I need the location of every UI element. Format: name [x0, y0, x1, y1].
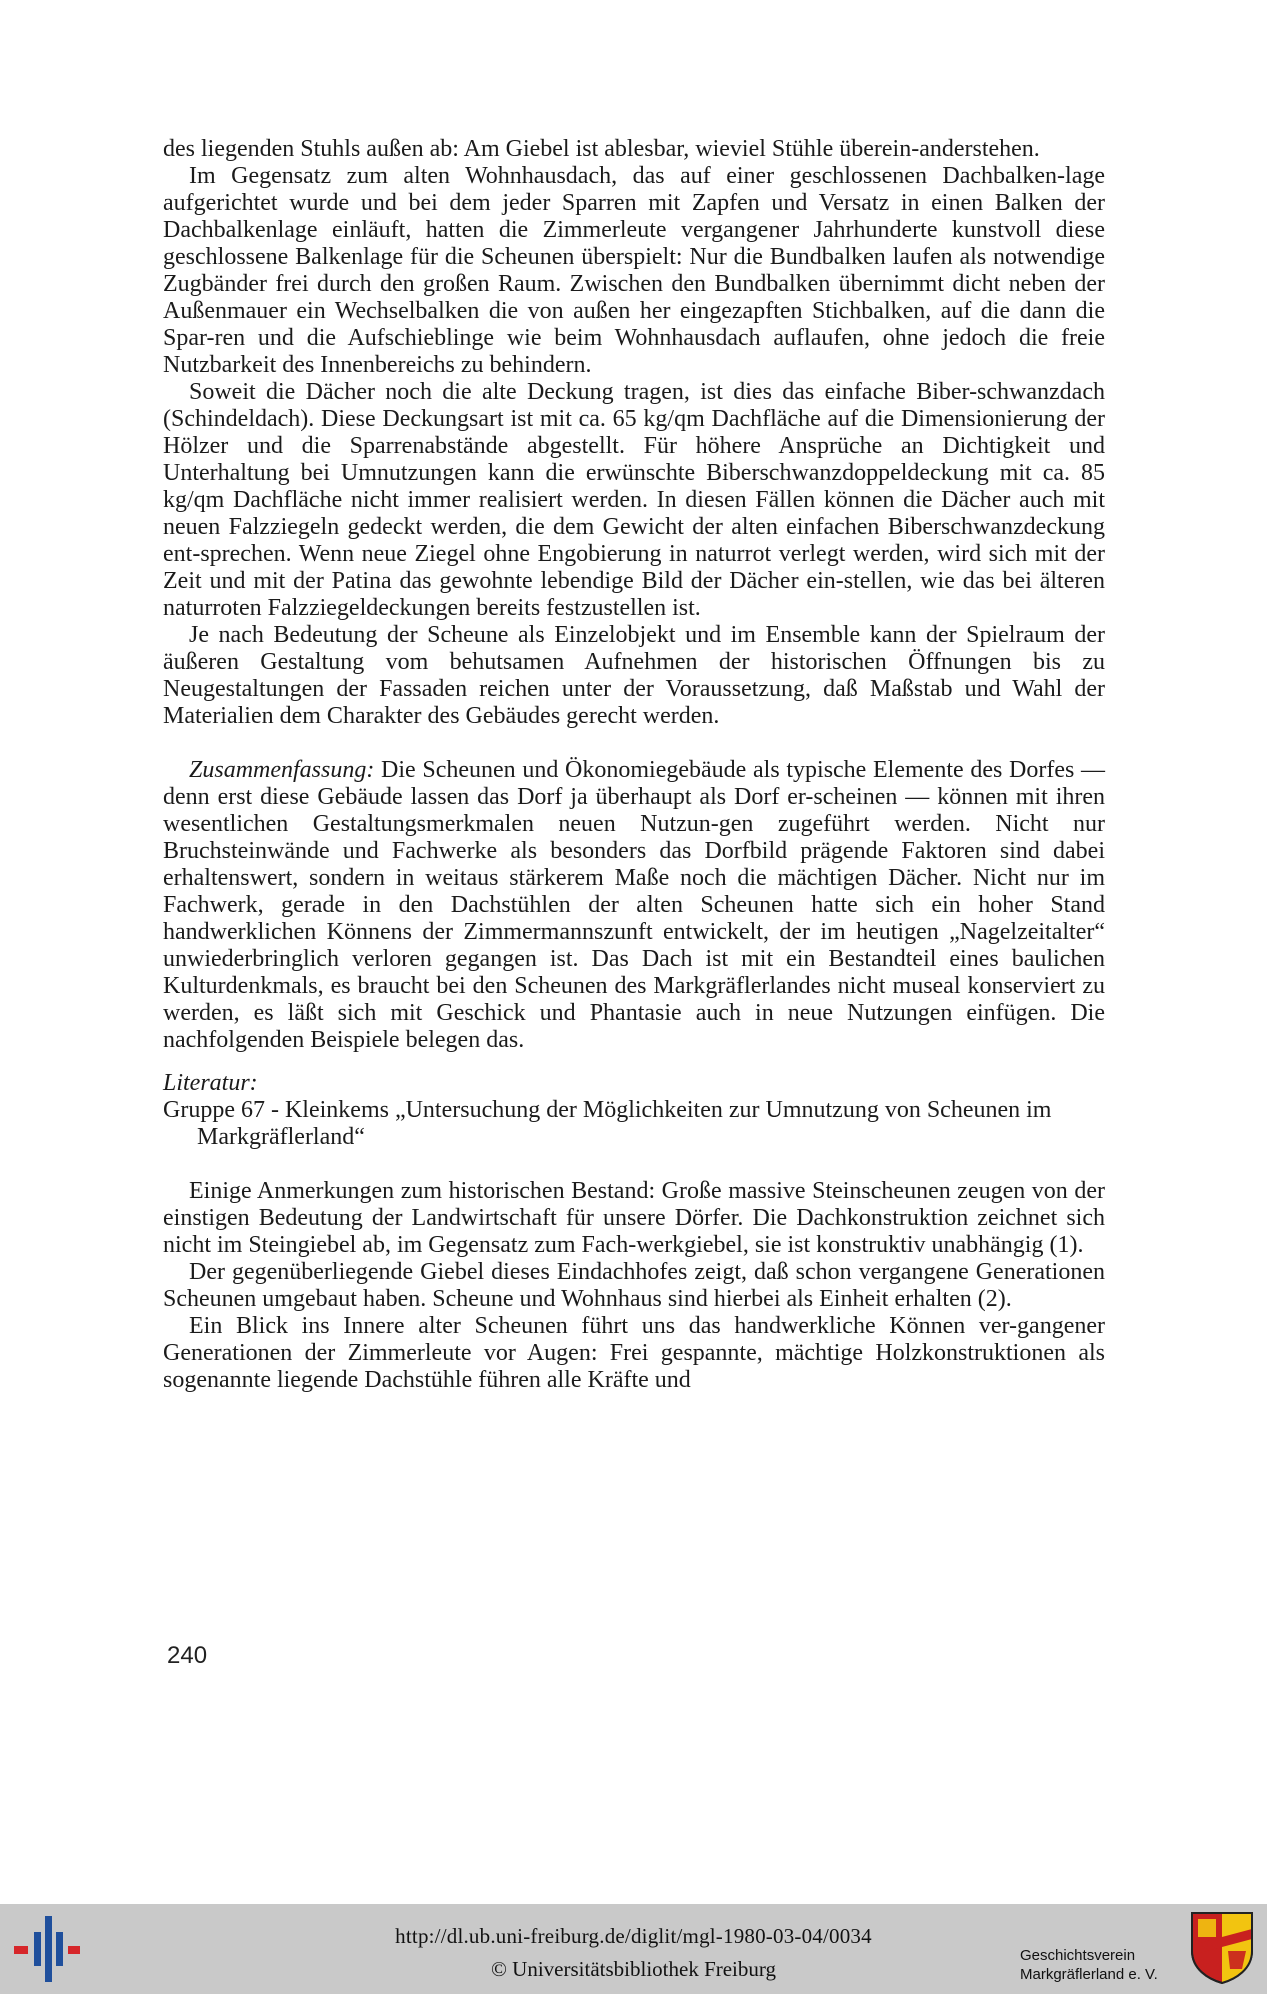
source-url-link[interactable]: http://dl.ub.uni-freiburg.de/diglit/mgl-1980-03-04/0034	[395, 1924, 872, 1948]
society-name	[1020, 1946, 1158, 1984]
society-name-line: Markgräflerland e. V.	[1020, 1966, 1158, 1983]
society-name-line: Geschichtsverein	[1020, 1947, 1136, 1964]
paragraph: Einige Anmerkungen zum historischen Bestand: Große massive Steinscheunen zeugen von der einstigen Bedeutung der Landwirtschaft für unsere Dörfer. Die Dachkonstruktion zeichnet sich nicht im Steingiebel ab, im Gegensatz zum Fach-werkgiebel, sie ist konstruktiv unabhängig (1).	[163, 1178, 1105, 1258]
literature-title: Literatur:	[163, 1070, 258, 1096]
coat-of-arms-icon[interactable]	[1190, 1911, 1254, 1985]
summary-text: Die Scheunen und Ökonomiegebäude als typische Elemente des Dorfes — denn erst diese Gebäude lassen das Dorf ja überhaupt als Dorf er-scheinen — können mit ihren wesentlichen Gestaltungsmerkmalen neuen Nutzun-gen zugeführt werden. Nicht nur Bruchsteinwände und Fachwerke als besonders das Dorfbild prägende Faktoren sind dabei erhaltenswert, sondern in weitaus stärkerem Maße noch die mächtigen Dächer. Nicht nur im Fachwerk, gerade in den Dachstühlen der alten Scheunen hatte sich ein hoher Stand handwerklichen Könnens der Zimmermannszunft entwickelt, der im heutigen „Nagelzeitalter“ unwiederbringlich verloren gegangen ist. Das Dach ist mit ein Bestandteil eines baulichen Kulturdenkmals, es braucht bei den Scheunen des Markgräflerlandes nicht museal konserviert zu werden, es läßt sich mit Geschick und Phantasie auch in neue Nutzungen einfügen. Die nachfolgenden Beispiele belegen das.	[163, 757, 1105, 1053]
paragraph: Im Gegensatz zum alten Wohnhausdach, das auf einer geschlossenen Dachbalken-lage aufgerichtet wurde und bei dem jeder Sparren mit Zapfen und Versatz in einen Balken der Dachbalkenlage einläuft, hatten die Zimmerleute vergangener Jahrhunderte kunstvoll diese geschlossene Balkenlage für die Scheunen überspielt: Nur die Bundbalken laufen als notwendige Zugbänder frei durch den großen Raum. Zwischen den Bundbalken übernimmt dicht neben der Außenmauer ein Wechselbalken die von außen her eingezapften Stichbalken, auf die dann die Spar-ren und die Aufschieblinge wie beim Wohnhausdach auflaufen, ohne jedoch die freie Nutzbarkeit des Innenbereichs zu behindern.	[163, 163, 1105, 378]
paragraph: Je nach Bedeutung der Scheune als Einzelobjekt und im Ensemble kann der Spielraum der äußeren Gestaltung vom behutsamen Aufnehmen der historischen Öffnungen bis zu Neugestaltungen der Fassaden reichen unter der Voraussetzung, daß Maßstab und Wahl der Materialien dem Charakter des Gebäudes gerecht werden.	[163, 622, 1105, 729]
copyright-text: © Universitätsbibliothek Freiburg	[490, 1957, 777, 1981]
page-number: 240	[167, 1642, 208, 1669]
summary-paragraph	[163, 757, 1105, 1054]
paragraph: Der gegenüberliegende Giebel dieses Eindachhofes zeigt, daß schon vergangene Generationen Scheunen umgebaut haben. Scheune und Wohnhaus sind hierbei als Einheit erhalten (2).	[163, 1259, 1105, 1312]
literature-entry: Gruppe 67 - Kleinkems „Untersuchung der Möglichkeiten zur Umnutzung von Scheunen im Markgräflerland“	[163, 1097, 1052, 1150]
body-text	[163, 136, 1105, 1394]
summary-label: Zusammenfassung:	[189, 757, 375, 783]
paragraph: Soweit die Dächer noch die alte Deckung tragen, ist dies das einfache Biber-schwanzdach (Schindeldach). Diese Deckungsart ist mit ca. 65 kg/qm Dachfläche auf die Dimensionierung der Hölzer und die Sparrenabstände abgestellt. Für höhere Ansprüche an Dichtigkeit und Unterhaltung bei Umnutzungen kann die erwünschte Biberschwanzdoppeldeckung mit ca. 85 kg/qm Dachfläche nicht immer realisiert werden. In diesen Fällen können die Dächer auch mit neuen Falzziegeln gedeckt werden, die dem Gewicht der alten einfachen Biberschwanzdeckung ent-sprechen. Wenn neue Ziegel ohne Engobierung in naturrot verlegt werden, wird sich mit der Zeit und mit der Patina das gewohnte lebendige Bild der Dächer ein-stellen, wie das bei älteren naturroten Falzziegeldeckungen bereits festzustellen ist.	[163, 379, 1105, 621]
paragraph: des liegenden Stuhls außen ab: Am Giebel ist ablesbar, wieviel Stühle überein-anderstehen.	[163, 136, 1040, 162]
paragraph: Ein Blick ins Innere alter Scheunen führt uns das handwerkliche Können ver-gangener Generationen der Zimmerleute vor Augen: Frei gespannte, mächtige Holzkonstruktionen als sogenannte liegende Dachstühle führen alle Kräfte und	[163, 1313, 1105, 1393]
